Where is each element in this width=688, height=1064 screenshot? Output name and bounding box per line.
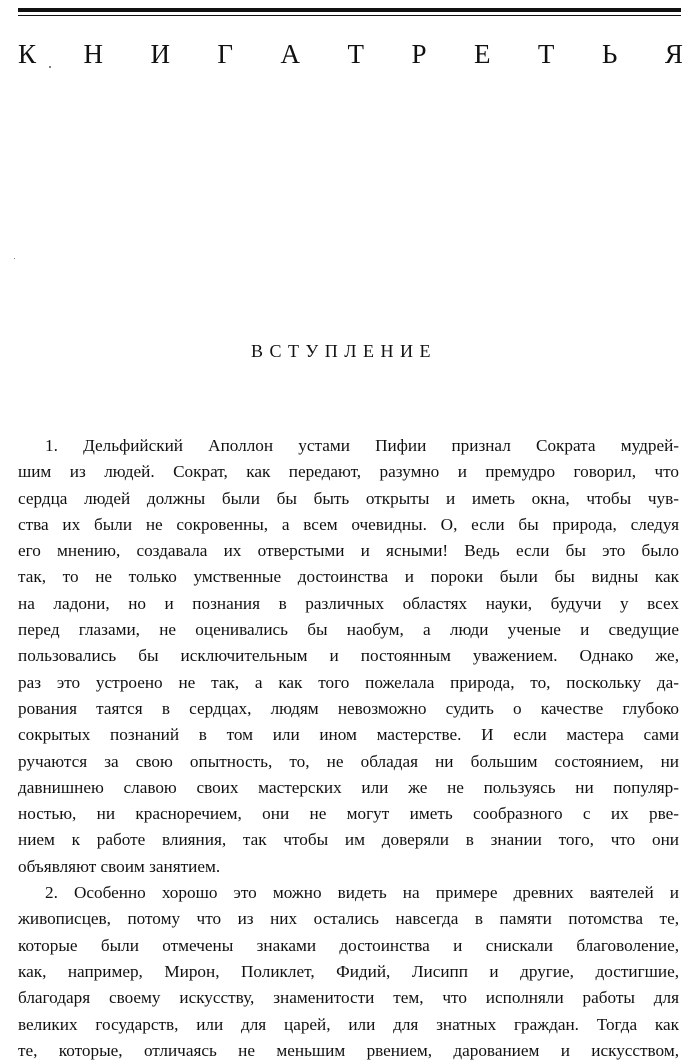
book-title-letter: К [18,39,37,69]
book-title [18,38,683,70]
text-line: которые были отмечены знаками достоинства и снискали благоволение, [18,935,679,955]
text-line: 1. Дельфийский Аполлон устами Пифии признал Сократа мудрей- [45,436,679,455]
book-title-letter: И [150,39,170,69]
header-rule-thick [18,8,681,12]
text-line: сокрытых познаний в том или ином мастерстве. И если мастера сами [18,725,679,745]
text-line: ства их были не сокровенны, а всем очевидны. О, если бы природа, следуя [18,514,679,534]
text-line: ручаются за свою опытность, то, не обладая ни большим состоянием, ни [18,751,679,771]
text-line: объявляют своим занятием. [18,856,221,876]
text-line: как, например, Мирон, Поликлет, Фидий, Лисипп и другие, достигшие, [18,961,679,981]
text-line: рования таятся в сердцах, людям невозможно судить о качестве глубоко [18,698,679,718]
print-speck [14,258,15,259]
body-text [18,433,679,1064]
text-line: пользовались бы исключительным и постоянным уважением. Однако же, [18,646,679,666]
book-title-letter: Г [217,39,234,69]
print-speck [49,66,51,68]
text-line: ностью, ни красноречием, они не могут иметь сообразного с их рве- [18,804,679,824]
text-line: шим из людей. Сократ, как передают, разумно и премудро говорил, что [18,462,679,482]
book-title-letter: Т [347,39,364,69]
text-line: 2. Особенно хорошо это можно видеть на примере древних ваятелей и [45,883,679,903]
text-line: так, то не только умственные достоинства и пороки были бы видны как [18,567,679,587]
text-line: перед глазами, не оценивались бы наобум, а люди ученые и сведущие [18,620,679,640]
text-line: раз это устроено не так, а как того пожелала природа, то, поскольку да- [18,672,679,692]
section-title: ВСТУПЛЕНИЕ [251,341,437,361]
text-line: те, которые, отличаясь не меньшим рвением, дарованием и искусством, [18,1040,679,1060]
text-line: живописцев, потому что из них остались навсегда в памяти потомства те, [18,909,679,929]
header-rule-thin [18,15,681,16]
book-title-letter: Н [83,39,103,69]
book-title-letter: Я [664,39,683,69]
text-line: давнишнею славою своих мастерских или же не пользуясь ни популяр- [18,777,679,797]
text-line: великих государств, или для царей, или для знатных граждан. Тогда как [18,1014,679,1034]
text-line: на ладони, но и познания в различных областях науки, будучи у всех [18,593,679,613]
text-line: нием к работе влияния, так чтобы им доверяли в знании того, что они [18,830,679,850]
book-title-letter: Е [473,39,491,69]
book-title-letter: Р [411,39,427,69]
text-line: его мнению, создавала их отверстыми и ясными! Ведь если бы это было [18,541,679,561]
text-line: сердца людей должны были бы быть открыты и иметь окна, чтобы чув- [18,488,679,508]
book-title-letter: Т [537,39,555,69]
book-title-letter: Ь [601,39,618,69]
book-title-letter: А [280,39,300,69]
text-line: благодаря своему искусству, знаменитости тем, что исполняли работы для [18,988,679,1008]
